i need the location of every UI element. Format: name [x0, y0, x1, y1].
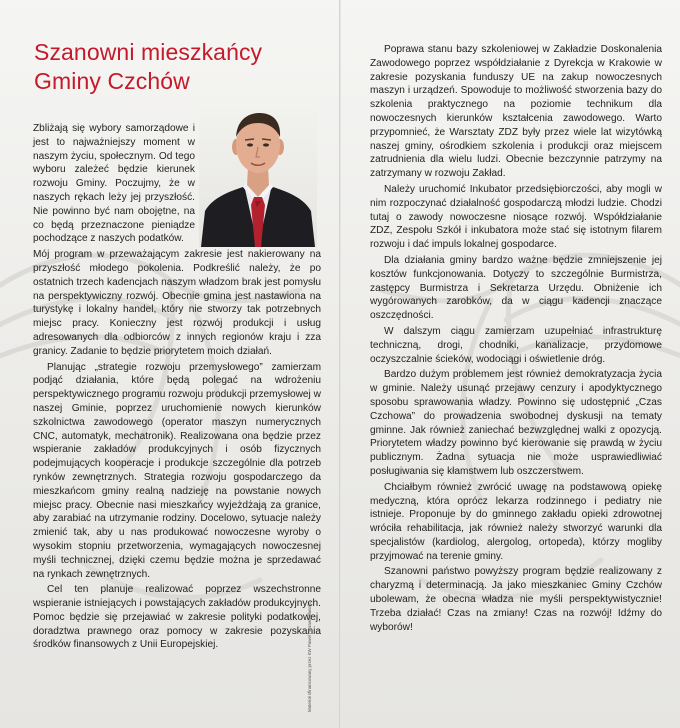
paragraph: Szanowni państwo powyższy program będzie realizowany z charyzmą i determinacją. Ja jako mieszkaniec Gminy Czchów ubolewam, że obecna władza nie myśli perspektywistycznie! Trzeba działać! Czas na zmiany! Czas na rozwój! Idźmy do wyborów! — [370, 566, 662, 633]
paragraph: Dla działania gminy bardzo ważne będzie zmniejszenie jej kosztów funkcjonowania. Dotyczy to szczególnie Burmistrza, zastępcy Burmistrza i Sekretarza Urzędu. Obniżenie ich wygórowanych zarobków, da w ciągu kadencji znaczące oszczędności. — [370, 254, 662, 322]
page-title — [34, 38, 262, 96]
paragraph: Poprawa stanu bazy szkoleniowej w Zakładzie Doskonalenia Zawodowego poprzez współdziałanie z Dyrekcja w Krakowie w zakresie pozyskania funduszy UE na zakup nowoczesnych maszyn i urządzeń. Spowoduje to możliwość stworzenia bazy do szkolenia praktycznego na poziomie technikum dla nowoczesnych kierunków kształcenia zawodowego. Warto przypomnieć, że Warsztaty ZDZ były przez wiele lat wizytówką naszej gminy, ośrodkiem szkolenia i produkcji oraz miejscem zatrudnienia dla wielu ludzi. Obecnie bezczynnie patrzymy na zatrzymany w rozwoju Zakład. — [370, 44, 662, 180]
funding-credit: Materiał sfinansowany przez KW Pawel i sprawiedliwość — [307, 602, 312, 712]
right-column-text — [370, 43, 662, 636]
title-line-2: Gminy Czchów — [34, 68, 190, 94]
paragraph: Planując „strategie rozwoju przemysłowego” zamierzam podjąć działania, które będą polegać na wdrożeniu perspektywicznego programu rozwoju produkcji przemysłowej w naszej Gminie, poprzez uruchomienie nowych kierunków szkolnictwa zawodowego (operator maszyn numerycznych CNC, automatyk, mechatronik). Realizowana ona będzie przez wspieranie zakładów produkcyjnych i osób fizycznych podejmujących kooperacje i produkcje szczególnie dla potrzeb rynków zewnętrznych. Strategia rozwoju gospodarczego da mieszkańcom gminy realną nadzieję na powstanie nowych miejsc pracy. Obecnie nasi mieszkańcy wyjeżdżają za granice, aby zarabiać na utrzymanie rodziny. Docelowo, sytuacje należy zmienić tak, aby u nas produkować nowoczesne wyroby o wysokim stopniu przetworzenia, wymagających nowoczesnej myśli technicznej, dzięki czemu będzie można je sprzedawać na rynkach zewnętrznych. — [33, 361, 321, 580]
paragraph: Należy uruchomić Inkubator przedsiębiorczości, aby mogli w nim rozpoczynać działalność gospodarczą młodzi ludzie. Chodzi tutaj o zawody nowoczesne niosące rozwój. Współdziałanie ZDZ, Zespołu Szkół i inkubatora może stać się istotnym filarem rozwoju i dać impuls lokalnej gospodarce. — [370, 183, 662, 251]
title-line-1: Szanowni mieszkańcy — [34, 39, 263, 65]
paragraph: Zbliżają się wybory samorządowe i jest to najważniejszy moment w naszym życiu, społecznym. Od tego wyboru zależeć będzie kierunek rozwoju Gminy. Poczujmy, że w naszych rękach leży jej przyszłość. Nie powinno być nam obojętne, na co będą przeznaczone pieniądze pochodzące z naszych podatków. — [33, 123, 195, 245]
paragraph: Bardzo dużym problemem jest również demokratyzacja życia w gminie. Należy usunąć przejawy cenzury i apodyktycznego sposobu sprawowania władzy. Powinno się udostępnić „Czas Czchowa” do prowadzenia swobodnej dyskusji na tematy gminne. Jak również zaniechać bezwzględnej walki z opozycją. Priorytetem władzy powinno być kierowanie się prawdą w życiu publicznym. Żadna sytuacja nie może usprawiedliwiać posługiwania się kłamstwem lub oszczerstwem. — [370, 369, 662, 477]
paragraph: Chciałbym również zwrócić uwagę na podstawową opiekę medyczną, która oprócz lekarza rodzinnego i pediatry nie istnieje. Proponuje by do gminnego zakładu opieki zdrowotnej wróciła rehabilitacja, jak również należy stworzyć warunki dla specjalistów (kardiolog, alergolog, ortopeda), którzy mogliby przyjmować na terenie gminy. — [370, 481, 662, 562]
right-panel — [341, 0, 680, 728]
paragraph: Mój program w przeważającym zakresie jest nakierowany na przyszłość młodego pokolenia. Podkreślić należy, że po ostatnich trzech kadencjach naszym władzom brak jest pomysłu na perspektywiczny rozwój. Obecnie gmina jest nastawiona na turystykę i lokalny handel, który nie stworzy tak potrzebnych miejsc pracy. Konieczny jest rozwój produkcji i usług adresowanych dla odbiorców z innych regionów kraju i zza granicy. Zadanie to będzie priorytetem moich działań. — [33, 249, 321, 357]
paragraph: Cel ten planuje realizować poprzez wszechstronne wspieranie istniejących i powstających zakładów produkcyjnych. Pomoc będzie się przejawiać w zakresie polityki podatkowej, doradztwa prawnego oraz pomocy w zakresie pozyskania środków finansowych z Unii Europejskiej. — [33, 584, 321, 651]
left-column-text — [33, 122, 321, 654]
paragraph: W dalszym ciągu zamierzam uzupełniać infrastrukturę techniczną, drogi, chodniki, kanalizacje, przydomowe oczyszczalnie ścieków, wodociągi i oświetlenie dróg. — [370, 325, 662, 365]
